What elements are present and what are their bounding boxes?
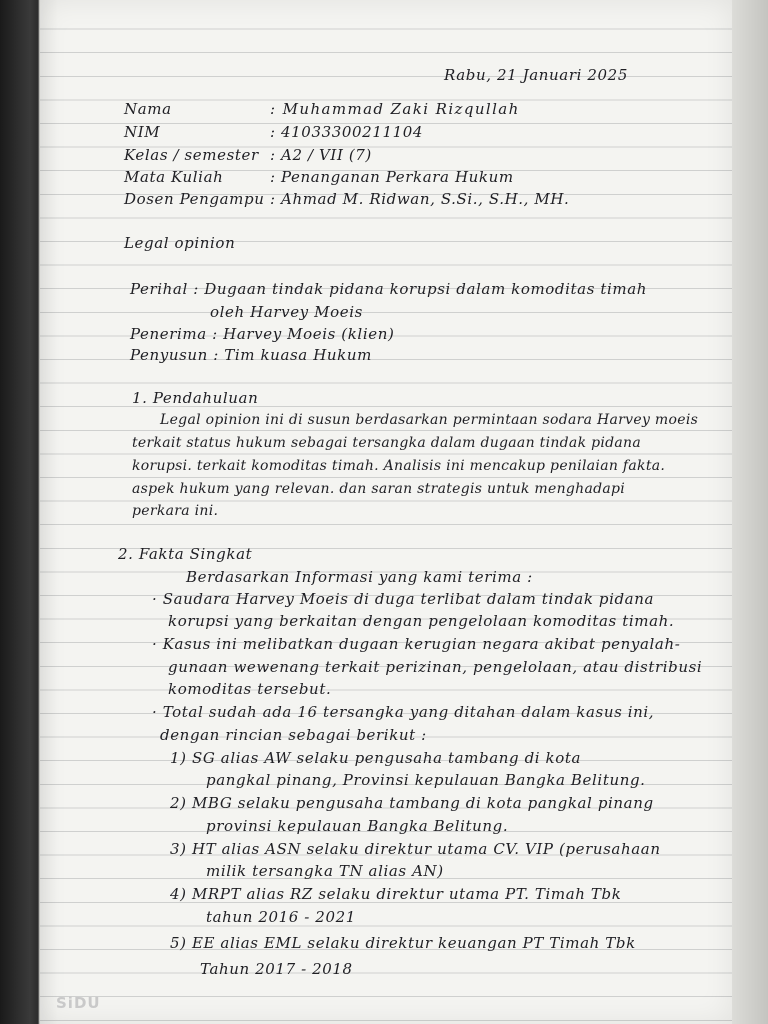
- page-edge: [732, 0, 768, 1024]
- section-1-line: aspek hukum yang relevan. dan saran strategis untuk menghadapi: [132, 481, 626, 497]
- date-line: Rabu, 21 Januari 2025: [444, 66, 628, 84]
- section-1-line: Legal opinion ini di susun berdasarkan permintaan sodara Harvey moeis: [160, 412, 699, 428]
- suspect-item: milik tersangka TN alias AN): [206, 862, 444, 880]
- name-value: : Muhammad Zaki Rizqullah: [270, 100, 520, 118]
- section-2-line: · Total sudah ada 16 tersangka yang ditahan dalam kasus ini,: [152, 703, 655, 721]
- section-2-line: komoditas tersebut.: [168, 680, 332, 698]
- nim-value: : 41033300211104: [270, 123, 424, 141]
- section-1-line: perkara ini.: [132, 503, 219, 519]
- author-line: Penyusun : Tim kuasa Hukum: [130, 346, 372, 364]
- lecturer-label: Dosen Pengampu: [124, 190, 265, 208]
- watermark: SiDU: [56, 994, 101, 1012]
- section-2-line: · Kasus ini melibatkan dugaan kerugian negara akibat penyalah-: [152, 635, 681, 653]
- course-label: Mata Kuliah: [124, 168, 224, 186]
- class-label: Kelas / semester: [124, 146, 259, 164]
- notebook-page: [40, 0, 732, 1024]
- recipient-line: Penerima : Harvey Moeis (klien): [130, 325, 395, 343]
- suspect-item: tahun 2016 - 2021: [206, 908, 356, 926]
- section-2-heading: 2. Fakta Singkat: [118, 545, 253, 563]
- suspect-item: 1) SG alias AW selaku pengusaha tambang di kota: [170, 749, 582, 767]
- section-1-line: terkait status hukum sebagai tersangka dalam dugaan tindak pidana: [132, 435, 642, 451]
- suspect-item: 3) HT alias ASN selaku direktur utama CV. VIP (perusahaan: [170, 840, 661, 858]
- section-2-intro: Berdasarkan Informasi yang kami terima :: [186, 568, 533, 586]
- course-value: : Penanganan Perkara Hukum: [270, 168, 514, 186]
- perihal-line-1: Perihal : Dugaan tindak pidana korupsi dalam komoditas timah: [130, 280, 648, 298]
- lecturer-value: : Ahmad M. Ridwan, S.Si., S.H., MH.: [270, 190, 570, 208]
- section-2-line: korupsi yang berkaitan dengan pengelolaan komoditas timah.: [168, 612, 675, 630]
- section-2-line: dengan rincian sebagai berikut :: [160, 726, 427, 744]
- document-title: Legal opinion: [124, 234, 236, 252]
- section-1-line: korupsi. terkait komoditas timah. Analisis ini mencakup penilaian fakta.: [132, 458, 666, 474]
- class-value: : A2 / VII (7): [270, 146, 372, 164]
- section-1-heading: 1. Pendahuluan: [132, 389, 259, 407]
- suspect-item: pangkal pinang, Provinsi kepulauan Bangka Belitung.: [206, 771, 646, 789]
- suspect-item: 2) MBG selaku pengusaha tambang di kota pangkal pinang: [170, 794, 654, 812]
- section-2-line: gunaan wewenang terkait perizinan, pengelolaan, atau distribusi: [168, 658, 703, 676]
- name-label: Nama: [124, 100, 172, 118]
- nim-label: NIM: [124, 123, 161, 141]
- suspect-item: 5) EE alias EML selaku direktur keuangan PT Timah Tbk: [170, 934, 636, 952]
- section-2-line: · Saudara Harvey Moeis di duga terlibat dalam tindak pidana: [152, 590, 655, 608]
- suspect-item: provinsi kepulauan Bangka Belitung.: [206, 817, 509, 835]
- suspect-item: Tahun 2017 - 2018: [200, 960, 353, 978]
- perihal-line-2: oleh Harvey Moeis: [210, 303, 363, 321]
- suspect-item: 4) MRPT alias RZ selaku direktur utama PT. Timah Tbk: [170, 885, 622, 903]
